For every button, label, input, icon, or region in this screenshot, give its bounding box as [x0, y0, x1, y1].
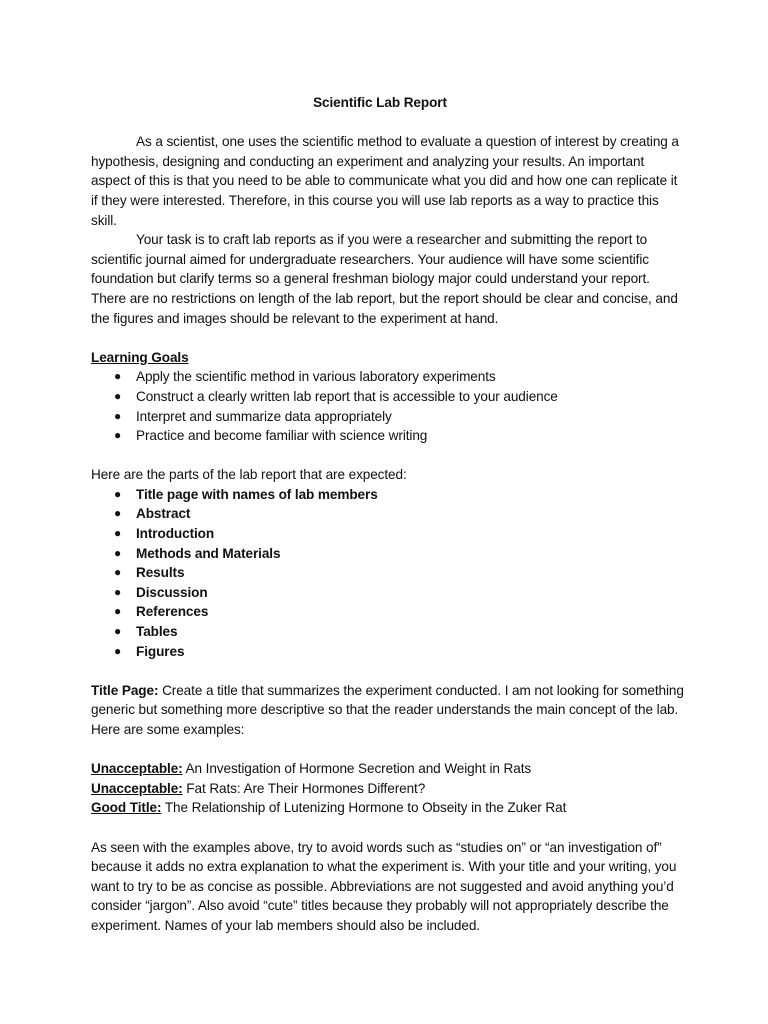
parts-section: [91, 465, 687, 661]
example-line: [91, 798, 687, 818]
bullet-icon: ●: [114, 584, 122, 599]
list-item: ● Construct a clearly written lab report that is accessible to your audience: [91, 387, 687, 407]
example-text: An Investigation of Hormone Secretion and Weight in Rats: [182, 761, 532, 777]
learning-goals-heading: Learning Goals: [91, 349, 189, 365]
bullet-icon: ●: [114, 526, 122, 541]
bullet-icon: ●: [114, 369, 122, 384]
examples-section: [91, 759, 687, 818]
bullet-icon: ●: [114, 388, 122, 403]
list-item: ● Methods and Materials: [91, 544, 687, 564]
intro-paragraph-1: As a scientist, one uses the scientific method to evaluate a question of interest by creating a hypothesis, designing and conducting an experiment and analyzing your results. An important aspect of this is that you need to be able to communicate what you did and how one can replicate it if they were interested. Therefore, in this course you will use lab reports as a way to practice this skill.: [91, 134, 679, 228]
intro-paragraph-2: Your task is to craft lab reports as if you were a researcher and submitting the report to scientific journal aimed for undergraduate researchers. Your audience will have some scientific foundation but clarify terms so a general freshman biology major could understand your report. There are no restrictions on length of the lab report, but the report should be clear and concise, and the figures and images should be relevant to the experiment at hand.: [91, 232, 678, 326]
parts-intro: Here are the parts of the lab report that are expected:: [91, 467, 407, 483]
example-line: [91, 759, 687, 779]
list-item: ● Discussion: [91, 583, 687, 603]
example-label: Unacceptable:: [91, 780, 183, 796]
list-item: ● Interpret and summarize data appropriately: [91, 407, 687, 427]
bullet-icon: ●: [114, 624, 122, 639]
example-label: Unacceptable:: [91, 761, 183, 777]
closing-paragraph: As seen with the examples above, try to avoid words such as “studies on” or “an investigation of” because it adds no extra explanation to what the experiment is. With your title and your writing, you want to try to be as concise as possible. Abbreviations are not suggested and avoid anything you’d consider “jargon”. Also avoid “cute” titles because they probably will not appropriately describe the experiment. Names of your lab members should also be included.: [91, 839, 677, 933]
example-line: [91, 779, 687, 799]
example-text: The Relationship of Lutenizing Hormone to Obseity in the Zuker Rat: [161, 800, 567, 816]
bullet-icon: ●: [114, 565, 122, 580]
bullet-icon: ●: [114, 486, 122, 501]
bullet-icon: ●: [114, 604, 122, 619]
bullet-icon: ●: [114, 643, 122, 658]
bullet-icon: ●: [114, 428, 122, 443]
example-text: Fat Rats: Are Their Hormones Different?: [182, 780, 426, 796]
page-title: Scientific Lab Report: [313, 95, 447, 110]
list-item: ● Abstract: [91, 504, 687, 524]
parts-list: [91, 485, 687, 661]
list-item: ● Apply the scientific method in various laboratory experiments: [91, 367, 687, 387]
list-item: ● Introduction: [91, 524, 687, 544]
learning-goals-list: [91, 367, 687, 445]
list-item: ● Title page with names of lab members: [91, 485, 687, 505]
document-body: [91, 93, 687, 936]
title-page-text: Create a title that summarizes the experiment conducted. I am not looking for something generic but something more descriptive so that the reader understands the main concept of the lab. Here are some examples:: [91, 682, 684, 737]
list-item: ● Practice and become familiar with science writing: [91, 426, 687, 446]
bullet-icon: ●: [114, 408, 122, 423]
title-page-paragraph: [91, 681, 687, 740]
learning-goals-section: [91, 348, 687, 446]
list-item: ● References: [91, 602, 687, 622]
title-page-label: Title Page:: [91, 682, 159, 698]
list-item: ● Results: [91, 563, 687, 583]
list-item: ● Tables: [91, 622, 687, 642]
bullet-icon: ●: [114, 545, 122, 560]
list-item: ● Figures: [91, 642, 687, 662]
bullet-icon: ●: [114, 506, 122, 521]
example-label: Good Title:: [91, 800, 162, 816]
